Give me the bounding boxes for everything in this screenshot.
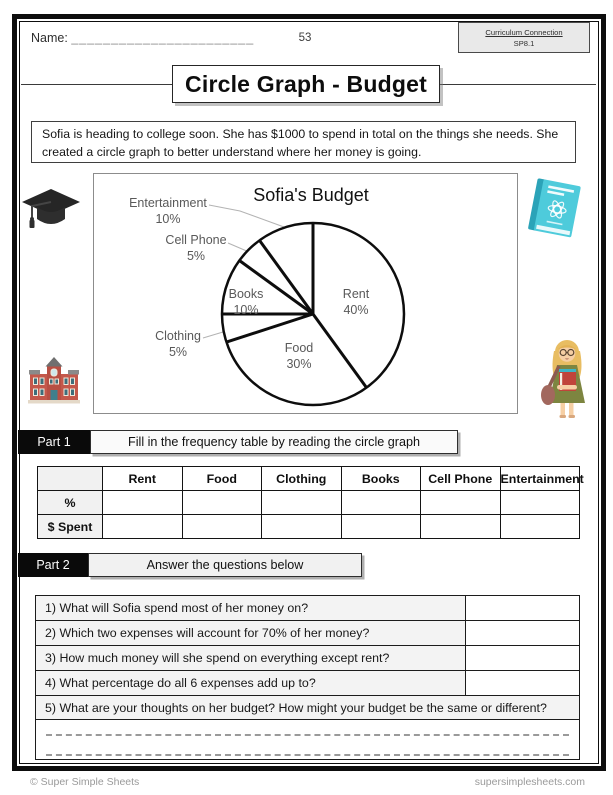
answer-cell-4 [465, 671, 579, 695]
slice-pct-entertainment: 10% [155, 212, 181, 226]
freq-blank-cell [262, 491, 342, 515]
freq-blank-cell [182, 515, 262, 539]
part2-badge: Part 2 [18, 553, 88, 577]
answer-cell-3 [465, 646, 579, 670]
freq-col-cellphone: Cell Phone [421, 467, 501, 491]
question-5-answer-area [36, 720, 579, 759]
slice-label-books: Books [228, 287, 264, 301]
science-book-icon [527, 178, 583, 242]
slice-label-entertainment: Entertainment [129, 196, 207, 210]
freq-corner-cell [38, 467, 103, 491]
name-field [31, 31, 254, 45]
intro-text-box: Sofia is heading to college soon. She has $1000 to spend in total on the things she needs. She created a circle graph to better understand where her money is going. [31, 121, 576, 163]
slice-label-cellphone: Cell Phone [165, 233, 227, 247]
slice-label-food: Food [284, 341, 314, 355]
slice-label-rent: Rent [342, 287, 370, 301]
question-3: 3) How much money will she spend on everything except rent? [36, 646, 465, 670]
freq-blank-cell [103, 491, 183, 515]
page-title: Circle Graph - Budget [172, 65, 440, 103]
freq-col-clothing: Clothing [262, 467, 342, 491]
part1-instruction: Fill in the frequency table by reading the circle graph [90, 430, 458, 454]
freq-blank-cell [262, 515, 342, 539]
frequency-table [37, 466, 584, 539]
freq-col-rent: Rent [103, 467, 183, 491]
pie-chart [94, 174, 517, 413]
chart-title: Sofia's Budget [253, 185, 369, 205]
student-girl-icon [540, 335, 594, 419]
slice-pct-rent: 40% [343, 303, 369, 317]
answer-cell-2 [465, 621, 579, 645]
freq-blank-cell [500, 491, 580, 515]
question-row [36, 646, 579, 671]
leader-line-clothing [203, 332, 223, 338]
freq-blank-cell [500, 515, 580, 539]
freq-blank-cell [421, 491, 501, 515]
freq-row-label-percent: % [38, 491, 103, 515]
footer-website: supersimplesheets.com [474, 776, 585, 788]
school-building-icon [27, 357, 81, 405]
name-blank-line: _______________________ [71, 31, 255, 45]
freq-blank-cell [341, 515, 421, 539]
freq-percent-row [38, 491, 580, 515]
question-2: 2) Which two expenses will account for 70% of her money? [36, 621, 465, 645]
footer-copyright: © Super Simple Sheets [30, 776, 140, 788]
freq-blank-cell [103, 515, 183, 539]
question-1: 1) What will Sofia spend most of her money on? [36, 596, 465, 620]
slice-pct-clothing: 5% [168, 345, 188, 359]
answer-writing-line [46, 734, 569, 736]
leader-line-cellphone [228, 243, 249, 252]
part1-badge: Part 1 [18, 430, 90, 454]
freq-blank-cell [341, 491, 421, 515]
answer-cell-1 [465, 596, 579, 620]
freq-col-food: Food [182, 467, 262, 491]
question-4: 4) What percentage do all 6 expenses add up to? [36, 671, 465, 695]
freq-col-books: Books [341, 467, 421, 491]
circle-graph-panel [93, 173, 518, 414]
part2-instruction: Answer the questions below [88, 553, 362, 577]
page-number: 53 [298, 32, 312, 44]
freq-row-label-spent: $ Spent [38, 515, 103, 539]
freq-spent-row [38, 515, 580, 539]
slice-pct-food: 30% [286, 357, 312, 371]
question-row [36, 671, 579, 696]
curriculum-connection-title: Curriculum Connection [485, 28, 563, 37]
freq-header-row [38, 467, 580, 491]
slice-pct-cellphone: 5% [186, 249, 206, 263]
question-row [36, 696, 579, 720]
freq-blank-cell [421, 515, 501, 539]
freq-col-entertainment: Entertainment [500, 467, 580, 491]
slice-label-clothing: Clothing [155, 329, 201, 343]
graduation-cap-icon [22, 188, 80, 236]
curriculum-connection-code: SP8.1 [513, 39, 535, 48]
question-row [36, 596, 579, 621]
freq-blank-cell [182, 491, 262, 515]
question-5: 5) What are your thoughts on her budget? How might your budget be the same or different? [36, 696, 579, 719]
question-row [36, 621, 579, 646]
leader-line-entertainment [209, 205, 284, 227]
curriculum-connection-box [458, 22, 590, 53]
name-label: Name: [31, 31, 68, 45]
answer-writing-line [46, 754, 569, 756]
slice-pct-books: 10% [233, 303, 259, 317]
questions-table [35, 595, 580, 760]
